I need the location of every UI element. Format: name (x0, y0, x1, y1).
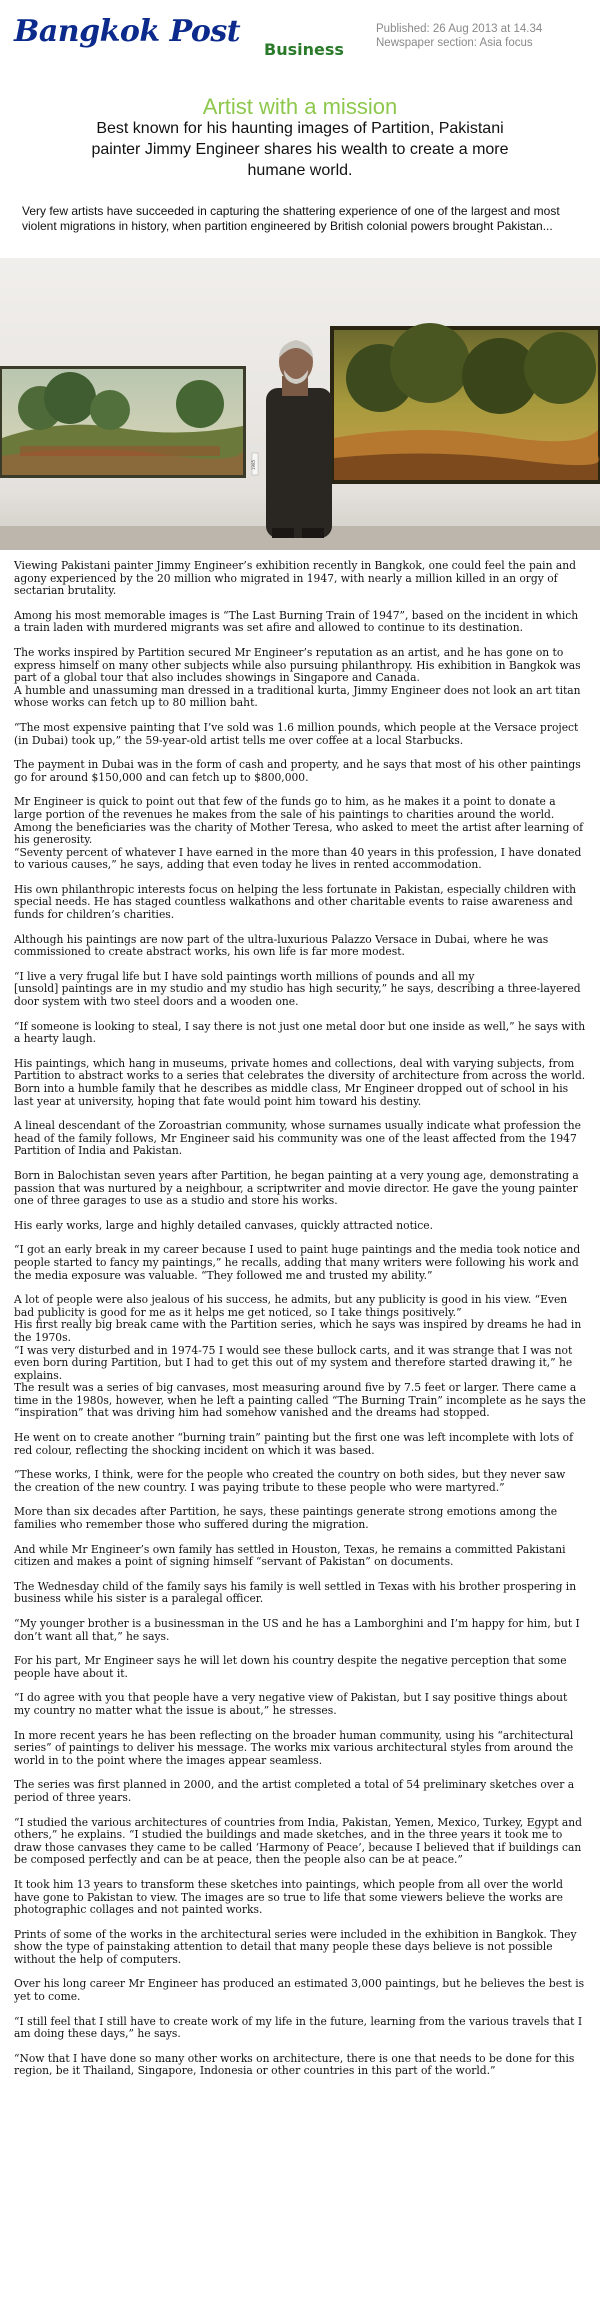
photo-caption-mark: 1985 (251, 459, 256, 470)
article-paragraph: Mr Engineer is quick to point out that few of the funds go to him, as he makes it a point to donate a large portion of the revenues he makes from the sale of his paintings to charities around the world. Among the beneficiaries was the charity of Mother Teresa, who asked to meet the artist after learning of his generosity. “Seventy percent of whatever I have earned in the more than 40 years in this profession, I have donated to various causes,” he says, adding that even today he lives in rented accommodation. (14, 795, 584, 872)
article-paragraph: Prints of some of the works in the architectural series were included in the exhibition in Bangkok. They show the type of painstaking attention to detail that many people these days believe is not possible without the help of computers. (14, 1927, 577, 1966)
article-paragraph: In more recent years he has been reflecting on the broader human community, using his “architectural series” of paintings to deliver his message. The works mix various architectural styles from around the world in to the point where the images appear seamless. (14, 1728, 574, 1767)
article-paragraph: “I got an early break in my career because I used to paint huge paintings and the media took notice and people started to fancy my paintings,” he recalls, adding that many writers were following his work and the media exposure was valuable. “They followed me and trusted my ability.” (14, 1243, 581, 1282)
article-paragraph: He went on to create another “burning train” painting but the first one was left incomplete with lots of red colour, reflecting the shocking incident on which it was based. (14, 1431, 574, 1457)
newspaper-section: Newspaper section: Asia focus (376, 37, 533, 49)
article-paragraph: “I studied the various architectures of countries from India, Pakistan, Yemen, Mexico, Turkey, Egypt and others,” he explains. “I studied the buildings and made sketches, and in the three years it took me to draw those canvases they came to be called ‘Harmony of Peace’, because I believed that if buildings can be composed perfectly and can be at peace, then the people also can be at peace.” (14, 1815, 582, 1867)
article-paragraph: “If someone is looking to steal, I say there is not just one metal door but one inside as well,” he says with a hearty laugh. (14, 1019, 586, 1046)
article-paragraph: The series was first planned in 2000, and the artist completed a total of 54 preliminary sketches over a period of three years. (14, 1778, 575, 1804)
left-painting (0, 366, 246, 478)
article-intro: Very few artists have succeeded in capturing the shattering experience of one of the largest and most violent migrations in history, when partition engineered by British colonial powers brought Pakistan... (22, 204, 560, 233)
article-paragraph: His early works, large and highly detailed canvases, quickly attracted notice. (14, 1218, 434, 1232)
article-paragraph: Over his long career Mr Engineer has produced an estimated 3,000 paintings, but he believes the best is yet to come. (14, 1977, 585, 2004)
right-painting (330, 323, 600, 484)
article-paragraph: And while Mr Engineer’s own family has settled in Houston, Texas, he remains a committed Pakistani citizen and makes a point of signing himself “servant of Pakistan” on documents. (14, 1542, 566, 1569)
article-photo (0, 258, 600, 550)
article-paragraph: A lot of people were also jealous of his success, he admits, but any publicity is good in his view. “Even bad publicity is good for me as it helps me get noticed, so I take things positively.” His first really big break came with the Partition series, which he says was inspired by dreams he had in the 1970s. “I was very disturbed and in 1974-75 I would see these bullock carts, and it was strange that I was not even born during Partition, but I had to get this out of my system and therefore started drawing it,” he explains. The result was a series of big canvases, most measuring around five by 7.5 feet or larger. There came a time in the 1980s, however, when he left a painting called “The Burning Train” incomplete as he says the “inspiration” that was driving him had somehow vanished and the dreams had stopped. (14, 1293, 586, 1420)
article-paragraph: “I live a very frugal life but I have sold paintings worth millions of pounds and all my [unsold] paintings are in my studio and my studio has high security,” he says, describing a three-layered door system with two steel doors and a wooden one. (14, 969, 581, 1009)
article-paragraph: The payment in Dubai was in the form of cash and property, and he says that most of his other paintings go for around $150,000 and can fetch up to $800,000. (14, 758, 581, 784)
article-paragraph: Among his most memorable images is “The Last Burning Train of 1947”, based on the incident in which a train laden with murdered migrants was set afire and allowed to continue to its destination. (14, 608, 579, 635)
article-paragraph: “My younger brother is a businessman in the US and he has a Lamborghini and I’m happy for him, but I don’t want all that,” he says. (14, 1617, 580, 1643)
section-label[interactable]: Business (264, 40, 344, 59)
article-paragraph: Born in Balochistan seven years after Partition, he began painting at a very young age, demonstrating a passion that was nurtured by a neighbour, a scriptwriter and movie director. He gave the young painter one of three garages to use as a studio and store his works. (14, 1168, 579, 1208)
article-paragraph: “These works, I think, were for the people who created the country on both sides, but they never saw the creation of the new country. I was paying tribute to these people who were martyred.” (14, 1468, 566, 1494)
article-deck: Best known for his haunting images of Partition, Pakistani painter Jimmy Engineer shares his wealth to create a more humane world. (91, 120, 509, 179)
article-paragraph: The works inspired by Partition secured Mr Engineer’s reputation as an artist, and he has gone on to express himself on many other subjects while also pursuing philanthropy. His exhibition in Bangkok was part of a global tour that also includes showings in Singapore and Canada. A humble and unassuming man dressed in a traditional kurta, Jimmy Engineer does not look an art titan whose works can fetch up to 80 million baht. (14, 645, 581, 710)
article-paragraph: “I do agree with you that people have a very negative view of Pakistan, but I say positive things about my country no matter what the issue is about,” he stresses. (14, 1691, 568, 1717)
article-paragraph: The Wednesday child of the family says his family is well settled in Texas with his brother prospering in business while his sister is a paralegal officer. (14, 1579, 577, 1606)
article-paragraph: Although his paintings are now part of the ultra-luxurious Palazzo Versace in Dubai, where he was commissioned to create abstract works, his own life is far more modest. (14, 932, 549, 959)
article-paragraph: “Now that I have done so many other works on architecture, there is one that needs to be done for this region, be it Thailand, Singapore, Indonesia or other countries in this part of the world.” (14, 2051, 575, 2078)
bangkok-post-logo[interactable]: Bangkok Post (14, 14, 241, 49)
article-paragraph: A lineal descendant of the Zoroastrian community, whose surnames usually indicate what profession the head of the family follows, Mr Engineer said his community was one of the least affected from the 1947 Partition of India and Pakistan. (14, 1119, 581, 1158)
published-date: Published: 26 Aug 2013 at 14.34 (376, 23, 543, 35)
article-paragraph: Viewing Pakistani painter Jimmy Engineer’s exhibition recently in Bangkok, one could feel the pain and agony experienced by the 20 million who migrated in 1947, with nearly a million killed in an orgy of sectarian brutality. (14, 559, 576, 598)
article-headline: Artist with a mission (202, 94, 398, 119)
masthead (14, 10, 586, 70)
article-meta (376, 22, 542, 50)
article-paragraph: For his part, Mr Engineer says he will let down his country despite the negative perception that some people have about it. (14, 1654, 567, 1680)
article-paragraph: “The most expensive painting that I’ve sold was 1.6 million pounds, which people at the Versace project (in Dubai) took up,” the 59-year-old artist tells me over coffee at a local Starbucks. (14, 720, 579, 747)
article-paragraph: His own philanthropic interests focus on helping the less fortunate in Pakistan, especially children with special needs. He has staged countless walkathons and other charitable events to raise awareness and funds for children’s charities. (14, 882, 577, 922)
article-paragraph: It took him 13 years to transform these sketches into paintings, which people from all over the world have gone to Pakistan to view. The images are so true to life that some viewers believe the works are photographic collages and not painted works. (14, 1877, 563, 1917)
article-paragraph: More than six decades after Partition, he says, these paintings generate strong emotions among the families who remember those who suffered during the migration. (14, 1505, 558, 1532)
article-paragraph: “I still feel that I still have to create work of my life in the future, learning from the various travels that I am doing these days,” he says. (14, 2014, 583, 2041)
article-paragraph: His paintings, which hang in museums, private homes and collections, deal with varying subjects, from Partition to abstract works to a series that celebrates the diversity of architecture from across the world. Born into a humble family that he describes as middle class, Mr Engineer dropped out of school in his last year at university, hoping that fate would point him toward his destiny. (14, 1056, 586, 1108)
article-body (14, 560, 586, 2090)
artist-exhibition-photo (0, 258, 600, 550)
